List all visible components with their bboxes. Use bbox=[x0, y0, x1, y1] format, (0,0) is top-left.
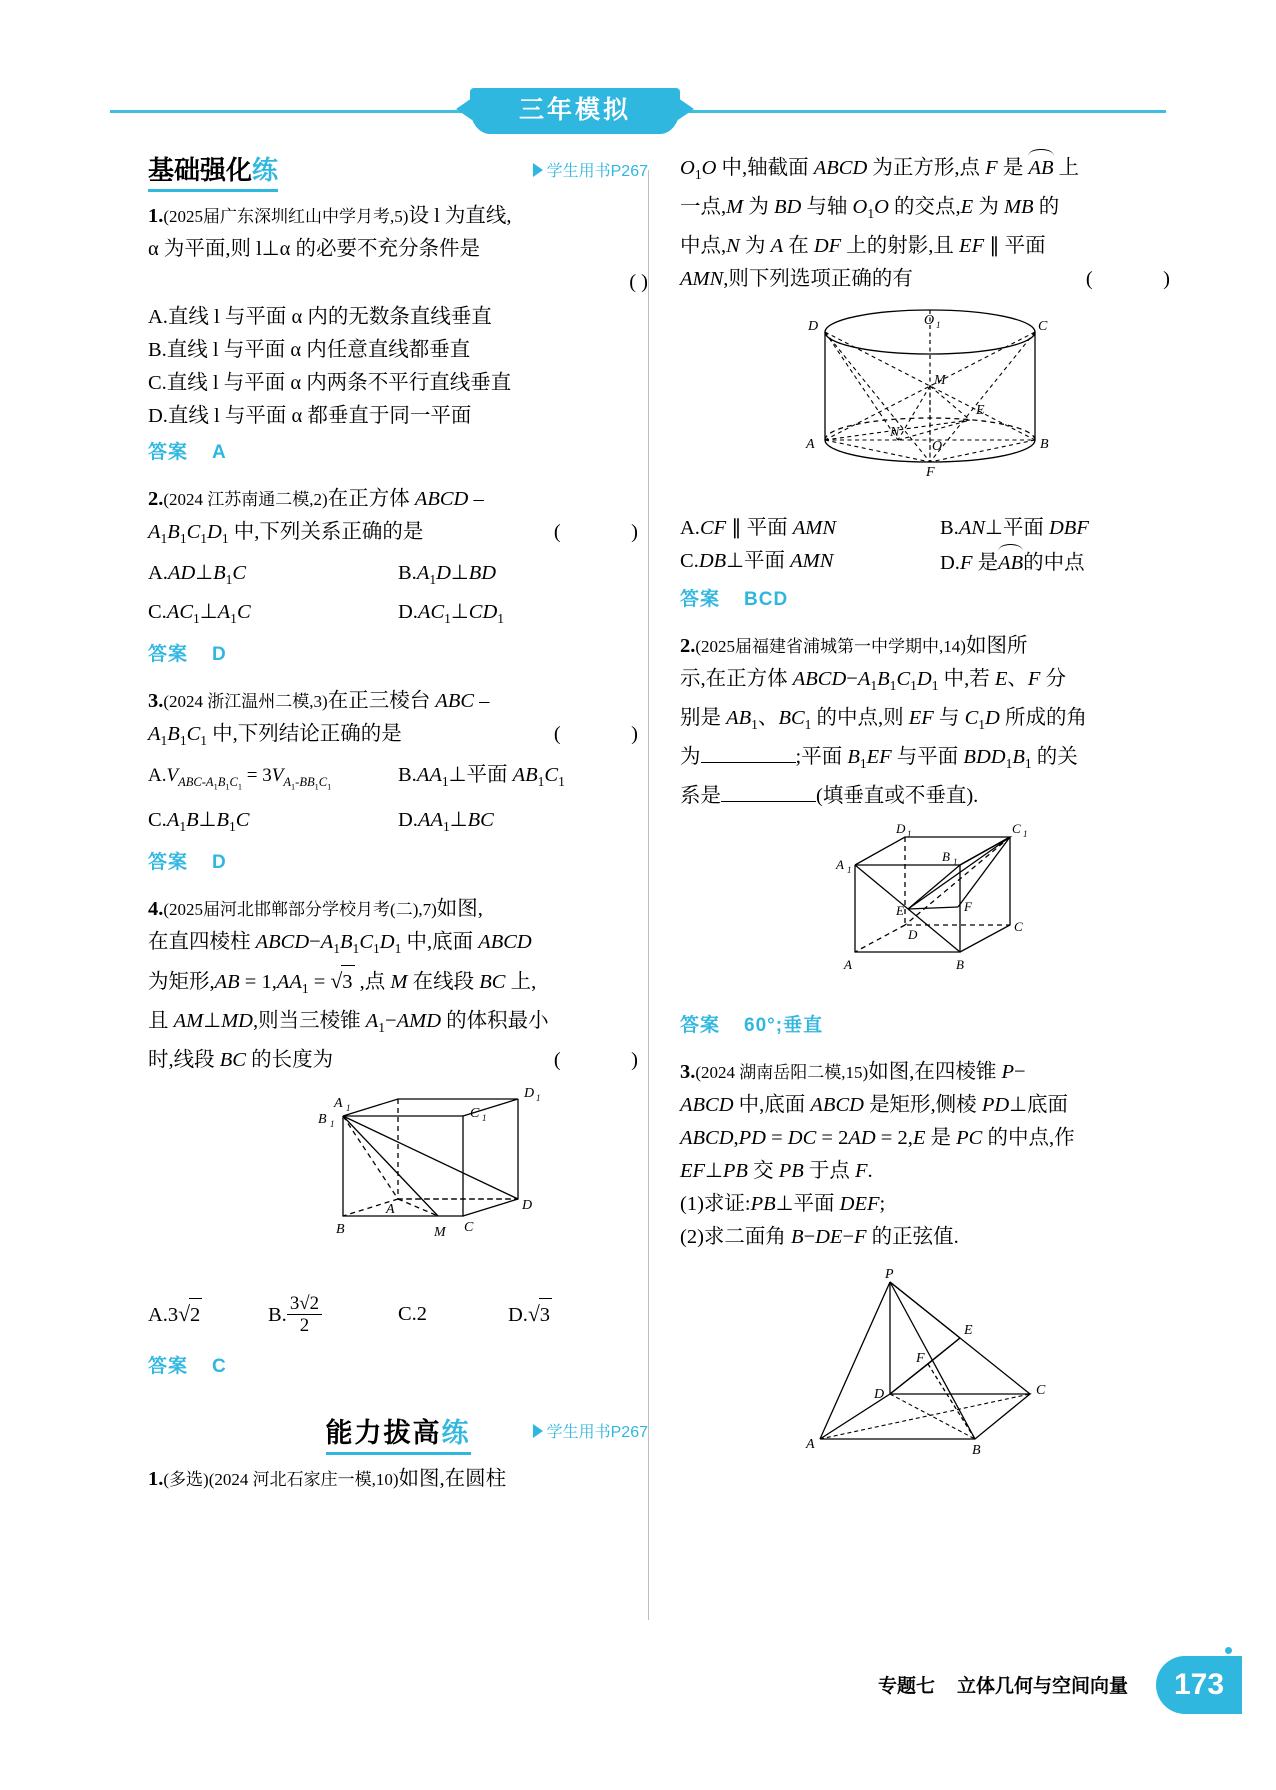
question-text-line1: 在正三棱台 ABC – bbox=[327, 690, 490, 713]
question-text-line4: 为 ;平面 $B_1EF$ 与平面 $BDD_1B_1$ 的关 bbox=[680, 741, 1180, 780]
option-c: $C.AC_1\perp A_1C$ bbox=[148, 601, 251, 627]
answer-l2 bbox=[148, 638, 648, 671]
question-text-line1: 如图, bbox=[436, 897, 483, 920]
figure-l4 bbox=[148, 1081, 648, 1287]
svg-text:F: F bbox=[916, 1351, 925, 1367]
answer-label: 答案 bbox=[148, 644, 189, 666]
option-row-cd bbox=[148, 596, 648, 635]
svg-text:B: B bbox=[972, 1443, 981, 1459]
svg-text:A: A bbox=[334, 1096, 343, 1112]
answer-l1 bbox=[148, 436, 648, 469]
svg-text:1: 1 bbox=[346, 1103, 351, 1114]
svg-text:D: D bbox=[522, 1198, 533, 1214]
option-a: $A.V_{ABC-A_1B_1C_1} = 3V_{A_1-BB_1C_1}$ bbox=[148, 765, 332, 792]
question-text-line4: EF⊥PB 交 PB 于点 F. bbox=[680, 1160, 873, 1183]
question-text-line3: 别是 $AB_1$、$BC_1$ 的中点,则 EF 与 $C_1D$ 所成的角 bbox=[680, 707, 1087, 733]
question-l4 bbox=[148, 893, 648, 1384]
question-text-line1: 如图所 bbox=[965, 635, 1028, 658]
svg-text:N: N bbox=[890, 425, 900, 441]
svg-text:1: 1 bbox=[847, 865, 852, 876]
svg-text:1: 1 bbox=[330, 1119, 335, 1130]
options-l4 bbox=[148, 1293, 648, 1336]
answer-label: 答案 bbox=[148, 442, 189, 463]
question-text-line3: 中点,N 为 A 在 DF 上的射影,且 EF ∥ 平面 bbox=[680, 235, 1046, 258]
option-d: D.直线 l 与平面 α 都垂直于同一平面 bbox=[148, 405, 472, 427]
question-text-line3: 为矩形$,AB = 1,AA_1 = √3$ ,点 M 在线段 BC 上, bbox=[148, 965, 648, 1005]
question-number: 1. bbox=[148, 205, 164, 227]
answer-label: 答案 bbox=[148, 1356, 189, 1378]
svg-text:D: D bbox=[808, 319, 819, 335]
answer-value: A bbox=[212, 442, 227, 463]
svg-text:E: E bbox=[896, 903, 904, 919]
question-source: (2024 江苏南通二模,2) bbox=[163, 490, 328, 509]
options-l3 bbox=[148, 759, 648, 842]
question-text-line2: ABCD 中,底面 ABCD 是矩形,侧棱 PD⊥底面 bbox=[680, 1094, 1068, 1117]
option-b: B.直线 l 与平面 α 内任意直线都垂直 bbox=[148, 339, 471, 361]
question-l3 bbox=[148, 685, 648, 878]
question-text-line1: $O_1O$ 中,轴截面 ABCD 为正方形,点 F 是 AB 上 bbox=[680, 150, 1180, 191]
question-number: 3. bbox=[148, 690, 164, 713]
answer-value: D bbox=[212, 851, 227, 873]
question-text-line5: 时,线段 BC 的长度为 ( ) bbox=[148, 1049, 648, 1072]
svg-text:M: M bbox=[934, 373, 946, 389]
question-r2 bbox=[680, 630, 1180, 1042]
footer-topic-name: 立体几何与空间向量 bbox=[956, 1676, 1128, 1697]
section-ref bbox=[533, 1419, 648, 1442]
answer-r2 bbox=[680, 1009, 1180, 1042]
option-c: C.DB⊥平面 AMN bbox=[680, 550, 834, 573]
answer-label: 答案 bbox=[148, 851, 189, 873]
svg-text:O: O bbox=[932, 439, 943, 455]
question-sub1: (1)求证:PB⊥平面 DEF; bbox=[680, 1193, 886, 1216]
page-footer bbox=[0, 1656, 1276, 1706]
section-ref-text: 学生用书P267 bbox=[546, 1424, 648, 1442]
section-title bbox=[326, 1411, 471, 1455]
options-l1 bbox=[148, 301, 648, 433]
answer-l3 bbox=[148, 846, 648, 879]
answer-l4 bbox=[148, 1350, 648, 1383]
section-ref bbox=[533, 158, 648, 181]
svg-text:O: O bbox=[924, 313, 935, 329]
option-row-ab bbox=[148, 759, 648, 803]
svg-text:C: C bbox=[1038, 319, 1048, 335]
option-row-ab bbox=[680, 512, 1180, 545]
triangle-icon bbox=[533, 1424, 543, 1438]
svg-text:A: A bbox=[836, 857, 844, 873]
option-c: C.2 bbox=[398, 1303, 428, 1326]
page-number: 173 bbox=[1156, 1656, 1242, 1714]
footer-topic-number: 专题七 bbox=[877, 1676, 935, 1697]
option-d: D.F 是AB的中点 bbox=[940, 545, 1085, 580]
column-divider bbox=[648, 170, 649, 1620]
section-heading-advanced bbox=[148, 1411, 648, 1451]
svg-text:D: D bbox=[874, 1387, 885, 1403]
question-text-line1: 如图,在四棱锥 P− bbox=[868, 1061, 1026, 1084]
triangle-icon bbox=[533, 163, 543, 177]
question-text-line2: $A_1B_1C_1D_1$ 中,下列关系正确的是 ( ) bbox=[148, 521, 648, 547]
answer-value: C bbox=[212, 1356, 227, 1378]
section-ref-text: 学生用书P267 bbox=[546, 163, 648, 180]
question-source: (多选)(2024 河北石家庄一模,10) bbox=[163, 1470, 399, 1490]
svg-text:D: D bbox=[908, 927, 918, 943]
answer-label: 答案 bbox=[680, 589, 721, 611]
answer-blank-1[interactable] bbox=[701, 742, 796, 763]
section-title-black: 能力拔高 bbox=[325, 1418, 442, 1449]
svg-text:B: B bbox=[956, 957, 964, 973]
svg-text:1: 1 bbox=[1023, 829, 1028, 840]
question-source: (2025届河北邯郸部分学校月考(二),7) bbox=[163, 899, 437, 919]
question-r1-continued bbox=[680, 150, 1180, 616]
svg-text:1: 1 bbox=[953, 857, 958, 868]
answer-value: 60°;垂直 bbox=[744, 1015, 824, 1037]
options-l2 bbox=[148, 557, 648, 635]
option-c: C.直线 l 与平面 α 内两条不平行直线垂直 bbox=[148, 372, 512, 394]
question-number: 2. bbox=[148, 488, 164, 510]
question-text-line1: 如图,在圆柱 bbox=[398, 1468, 507, 1491]
svg-text:F: F bbox=[964, 899, 972, 915]
option-b: B. $\frac{3√2}{2}$ bbox=[268, 1293, 398, 1336]
left-column bbox=[148, 150, 648, 1510]
svg-text:A: A bbox=[806, 1437, 815, 1453]
question-text-line4: AMN,则下列选项正确的有 ( ) bbox=[680, 268, 1180, 291]
answer-blank-2[interactable] bbox=[721, 781, 816, 802]
option-d: $D.AC_1\perp CD_1$ bbox=[398, 601, 505, 627]
question-source: (2024 湖南岳阳二模,15) bbox=[695, 1063, 869, 1083]
answer-value: BCD bbox=[744, 589, 789, 611]
question-text-line5: 系是 (填垂直或不垂直). bbox=[680, 780, 1180, 813]
svg-text:B: B bbox=[1040, 437, 1049, 453]
question-text-line2: α 为平面,则 l⊥α 的必要不充分条件是 bbox=[148, 238, 481, 260]
figure-cuboid-l4 bbox=[248, 1081, 548, 1276]
answer-bracket: ( ) bbox=[629, 271, 648, 293]
question-l1 bbox=[148, 200, 648, 469]
svg-text:B: B bbox=[318, 1112, 327, 1128]
figure-r1 bbox=[680, 300, 1180, 506]
svg-text:B: B bbox=[336, 1222, 345, 1238]
svg-text:C: C bbox=[1036, 1383, 1046, 1399]
page-banner bbox=[0, 88, 1276, 134]
svg-text:B: B bbox=[942, 849, 950, 865]
svg-text:F: F bbox=[926, 465, 935, 481]
svg-text:D: D bbox=[524, 1086, 535, 1102]
svg-text:D: D bbox=[896, 821, 906, 837]
option-a: A.CF ∥ 平面 AMN bbox=[680, 517, 837, 540]
figure-cube-r2 bbox=[780, 817, 1080, 992]
svg-text:A: A bbox=[386, 1202, 395, 1218]
answer-label: 答案 bbox=[680, 1015, 721, 1037]
svg-text:C: C bbox=[1012, 821, 1021, 837]
svg-text:A: A bbox=[844, 957, 852, 973]
question-number: 3. bbox=[680, 1061, 696, 1084]
question-text-line2: 示,在正方体 $ABCD-A_1B_1C_1D_1$ 中,若 E、F 分 bbox=[680, 668, 1067, 694]
section-title-blue: 练 bbox=[252, 155, 279, 185]
figure-cylinder-r1 bbox=[780, 300, 1080, 495]
question-l5 bbox=[148, 1463, 648, 1496]
question-text-line4: 且 AM⊥MD,则当三棱锥 $A_1-AMD$ 的体积最小 bbox=[148, 1009, 549, 1036]
section-title bbox=[148, 150, 278, 192]
svg-text:C: C bbox=[464, 1220, 474, 1236]
figure-r2 bbox=[680, 817, 1180, 1003]
option-row-ab bbox=[148, 557, 648, 596]
frac-denominator: 2 bbox=[299, 1315, 310, 1337]
answer-value: D bbox=[212, 644, 227, 666]
figure-pyramid-r3 bbox=[780, 1264, 1080, 1464]
banner-title: 三年模拟 bbox=[470, 88, 680, 134]
figure-r3 bbox=[680, 1264, 1180, 1475]
question-number: 1. bbox=[148, 1468, 164, 1491]
question-source: (2025届广东深圳红山中学月考,5) bbox=[163, 207, 409, 226]
section-title-black: 基础强化 bbox=[148, 155, 253, 185]
section-title-blue: 练 bbox=[441, 1418, 471, 1449]
svg-text:1: 1 bbox=[536, 1093, 541, 1104]
svg-text:1: 1 bbox=[482, 1113, 487, 1124]
option-b: $B.AA_1\perp$平面 $AB_1C_1$ bbox=[398, 764, 565, 790]
question-text-line2: $A_1B_1C_1$ 中,下列结论正确的是 ( ) bbox=[148, 723, 648, 749]
frac-numerator: 3√2 bbox=[287, 1293, 322, 1315]
svg-text:1: 1 bbox=[907, 829, 912, 840]
option-d: D.√3 bbox=[508, 1298, 552, 1332]
right-column bbox=[680, 150, 1180, 1489]
options-r1 bbox=[680, 512, 1180, 580]
question-l2 bbox=[148, 483, 648, 671]
svg-text:C: C bbox=[470, 1106, 480, 1122]
option-c: $C.A_1B\perp B_1C$ bbox=[148, 808, 250, 834]
option-row-cd bbox=[680, 545, 1180, 580]
section-heading-basic bbox=[148, 150, 648, 190]
question-text-line1: 设 l 为直线, bbox=[408, 205, 512, 227]
question-text-line2: 在直四棱柱 $ABCD-A_1B_1C_1D_1$ 中,底面 ABCD bbox=[148, 930, 532, 956]
question-number: 4. bbox=[148, 897, 164, 920]
svg-text:M: M bbox=[434, 1225, 446, 1241]
svg-text:E: E bbox=[964, 1323, 973, 1339]
svg-text:1: 1 bbox=[936, 320, 941, 331]
option-row-abcd bbox=[148, 1293, 648, 1336]
footer-dot bbox=[1225, 1647, 1232, 1654]
question-source: (2024 浙江温州二模,3) bbox=[163, 692, 328, 712]
answer-r1 bbox=[680, 583, 1180, 616]
option-row-cd bbox=[148, 804, 648, 843]
option-d: $D.AA_1\perp BC$ bbox=[398, 808, 494, 834]
question-text-line3: ABCD,PD = DC = 2AD = 2,E 是 PC 的中点,作 bbox=[680, 1127, 1075, 1150]
question-number: 2. bbox=[680, 635, 696, 658]
question-text-line2: 一点,M 为 BD 与轴 $O_1O$ 的交点,E 为 MB 的 bbox=[680, 196, 1060, 222]
svg-text:P: P bbox=[885, 1267, 894, 1283]
option-a: A.3√2 bbox=[148, 1298, 268, 1332]
svg-text:C: C bbox=[1014, 919, 1023, 935]
question-text-line1: 在正方体 ABCD – bbox=[327, 488, 484, 510]
option-b: B.AN⊥平面 DBF bbox=[940, 517, 1089, 540]
svg-text:A: A bbox=[806, 437, 815, 453]
svg-text:E: E bbox=[976, 403, 985, 419]
option-b: $B.A_1D\perp BD$ bbox=[398, 562, 497, 588]
question-source: (2025届福建省浦城第一中学期中,14) bbox=[695, 637, 966, 657]
option-a: A.直线 l 与平面 α 内的无数条直线垂直 bbox=[148, 306, 492, 328]
question-sub2: (2)求二面角 B−DE−F 的正弦值. bbox=[680, 1226, 959, 1249]
option-a: $A.AD\perp B_1C$ bbox=[148, 562, 247, 588]
footer-topic bbox=[878, 1671, 1128, 1698]
question-r3 bbox=[680, 1056, 1180, 1475]
